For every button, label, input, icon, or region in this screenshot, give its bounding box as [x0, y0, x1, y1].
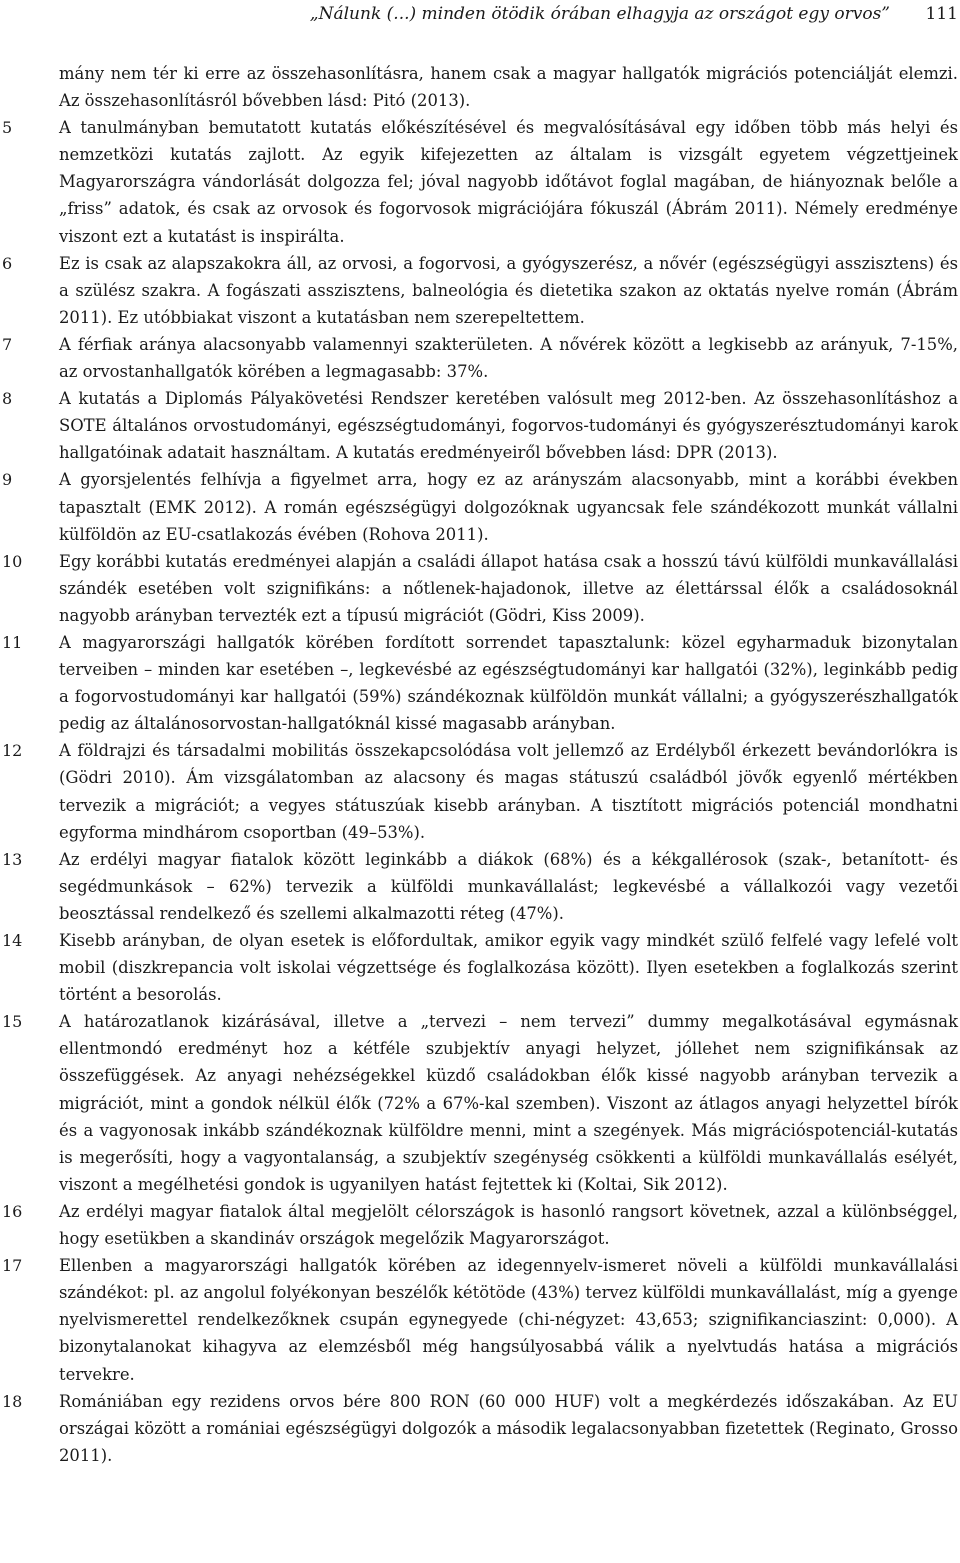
footnote-text: A kutatás a Diplomás Pályakövetési Rendszer keretében valósult meg 2012-ben. Az összehasonlításhoz a SOTE általános orvostudományi, egészségtudományi, fogorvos-tudományi és gyógyszerésztudományi karok hallgatóinak adatait használtam. A kutatás eredményeiről bővebben lásd: DPR (2013).: [59, 389, 958, 463]
footnote-text: Ez is csak az alapszakokra áll, az orvosi, a fogorvosi, a gyógyszerész, a nővér (egészségügyi asszisztens) és a szülész szakra. A fogászati asszisztens, balneológia és dietetika szakon az oktatás nyelve román (Ábrám 2011). Ez utóbbiakat viszont a kutatásban nem szerepeltettem.: [59, 253, 958, 327]
footnote-text: Az erdélyi magyar fiatalok között leginkább a diákok (68%) és a kékgallérosok (szak-, betanított- és segédmunkások – 62%) tervezik a külföldi munkavállalást; legkevésbé a vállalkozói vagy vezetői beosztással rendelkező és szellemi alkalmazotti réteg (47%).: [59, 849, 958, 923]
footnote-5: [0, 114, 960, 249]
footnote-text: A határozatlanok kizárásával, illetve a „tervezi – nem tervezi” dummy megalkotásával egymásnak ellentmondó eredményt hoz a kétféle szubjektív anyagi helyzet, jóllehet nem szignifikánsak az összefüggések. Az anyagi nehézségekkel küzdő családokban élők kissé nagyobb arányban tervezik a migrációt, mint a gondok nélkül élők (72% a 67%-kal szemben). Viszont az átlagos anyagi helyzettel bírók és a vagyonosak inkább szándékoznak külföldre menni, mint a szegények. Más migrációspotenciál-kutatás is megerősíti, hogy a vagyontalanság, a szubjektív szegénység csökkenti a külföldi munkavállalás esélyét, viszont a megélhetési gondok is ugyanilyen hatást fejtettek ki (Koltai, Sik 2012).: [59, 1012, 958, 1194]
footnote-number: 10: [2, 551, 23, 571]
running-title: „Nálunk (...) minden ötödik órában elhagyja az országot egy orvos”: [309, 4, 890, 24]
footnote-number: 8: [2, 389, 13, 409]
page-number: 111: [925, 4, 958, 24]
footnotes: [0, 60, 960, 1469]
footnote-6: [0, 250, 960, 331]
footnote-number: 17: [2, 1256, 23, 1276]
footnote-12: [0, 737, 960, 845]
footnote-text: Egy korábbi kutatás eredményei alapján a családi állapot hatása csak a hosszú távú külföldi munkavállalási szándék esetében volt szignifikáns: a nőtlenek-hajadonok, illetve az élettárssal élők a családosoknál nagyobb arányban tervezték ezt a típusú migrációt (Gödri, Kiss 2009).: [59, 551, 958, 625]
footnote-number: 16: [2, 1201, 23, 1221]
page-header: [0, 4, 960, 26]
footnote-continuation: [0, 60, 960, 114]
footnote-text: A gyorsjelentés felhívja a figyelmet arra, hogy ez az arányszám alacsonyabb, mint a korábbi években tapasztalt (EMK 2012). A román egészségügyi dolgozóknak ugyancsak fele szándékozott munkát vállalni külföldön az EU-csatlakozás évében (Rohova 2011).: [59, 470, 958, 544]
footnote-18: [0, 1388, 960, 1469]
footnote-15: [0, 1008, 960, 1198]
footnote-7: [0, 331, 960, 385]
footnote-text: Romániában egy rezidens orvos bére 800 RON (60 000 HUF) volt a megkérdezés időszakában. Az EU országai között a romániai egészségügyi dolgozók a második legalacsonyabban fizetettek (Reginato, Grosso 2011).: [59, 1391, 958, 1465]
footnote-text: A férfiak aránya alacsonyabb valamennyi szakterületen. A nővérek között a legkisebb az arányuk, 7-15%, az orvostanhallgatók körében a legmagasabb: 37%.: [59, 334, 958, 382]
footnote-text: Kisebb arányban, de olyan esetek is előfordultak, amikor egyik vagy mindkét szülő felfelé vagy lefelé volt mobil (diszkrepancia volt iskolai végzettsége és foglalkozása között). Ilyen esetekben a foglalkozás szerint történt a besorolás.: [59, 931, 958, 1005]
footnote-text: Az erdélyi magyar fiatalok által megjelölt célországok is hasonló rangsort követnek, azzal a különbséggel, hogy esetükben a skandináv országok megelőzik Magyarországot.: [59, 1201, 958, 1249]
footnote-text: A földrajzi és társadalmi mobilitás összekapcsolódása volt jellemző az Erdélyből érkezett bevándorlókra is (Gödri 2010). Ám vizsgálatomban az alacsony és magas státuszú családból jövők egyenlő mértékben tervezik a migrációt; a vegyes státuszúak kisebb arányban. A tisztított migrációs potenciál mondhatni egyforma mindhárom csoportban (49–53%).: [59, 741, 958, 842]
footnote-14: [0, 927, 960, 1008]
footnote-number: 9: [2, 470, 13, 490]
footnote-number: 13: [2, 849, 23, 869]
footnote-text: mány nem tér ki erre az összehasonlításra, hanem csak a magyar hallgatók migrációs potenciálját elemzi. Az összehasonlításról bővebben lásd: Pitó (2013).: [59, 64, 958, 111]
footnote-text: A magyarországi hallgatók körében fordított sorrendet tapasztalunk: közel egyharmaduk bizonytalan terveiben – minden kar esetében –, legkevésbé az egészségtudományi kar hallgatói (32%), leginkább pedig a fogorvostudományi kar hallgatói (59%) szándékoznak külföldön munkát vállalni; a gyógyszerészhallgatók pedig az általánosorvostan-hallgatóknál kissé magasabb arányban.: [59, 632, 958, 734]
footnote-number: 12: [2, 741, 23, 761]
footnote-text: Ellenben a magyarországi hallgatók körében az idegennyelv-ismeret növeli a külföldi munkavállalási szándékot: pl. az angolul folyékonyan beszélők kétötöde (43%) tervez külföldi munkavállalást, míg a gyenge nyelvismerettel rendelkezőknek csupán egynegyede (chi-négyzet: 43,653; szignifikanciaszint: 0,000). A bizonytalanokat kihagyva az elemzésből még hangsúlyosabbá válik a nyelvtudás hatása a migrációs tervekre.: [59, 1256, 958, 1384]
footnote-11: [0, 629, 960, 737]
footnote-number: 14: [2, 931, 23, 950]
footnote-9: [0, 466, 960, 547]
footnote-number: 11: [2, 632, 23, 652]
footnote-17: [0, 1252, 960, 1387]
footnote-number: 6: [2, 253, 13, 273]
footnote-8: [0, 385, 960, 466]
footnote-number: 7: [2, 334, 13, 354]
footnote-13: [0, 846, 960, 927]
footnote-10: [0, 548, 960, 629]
footnote-16: [0, 1198, 960, 1252]
footnote-number: 5: [2, 118, 13, 138]
footnote-number: 15: [2, 1012, 23, 1032]
footnote-text: A tanulmányban bemutatott kutatás előkészítésével és megvalósításával egy időben több más helyi és nemzetközi kutatás zajlott. Az egyik kifejezetten az általam is vizsgált egyetem végzettjeinek Magyarországra vándorlását dolgozza fel; jóval nagyobb időtávot foglal magában, de hiányoznak belőle a „friss” adatok, és csak az orvosok és fogorvosok migrációjára fókuszál (Ábrám 2011). Némely eredménye viszont ezt a kutatást is inspirálta.: [59, 118, 958, 246]
footnote-number: 18: [2, 1391, 23, 1411]
